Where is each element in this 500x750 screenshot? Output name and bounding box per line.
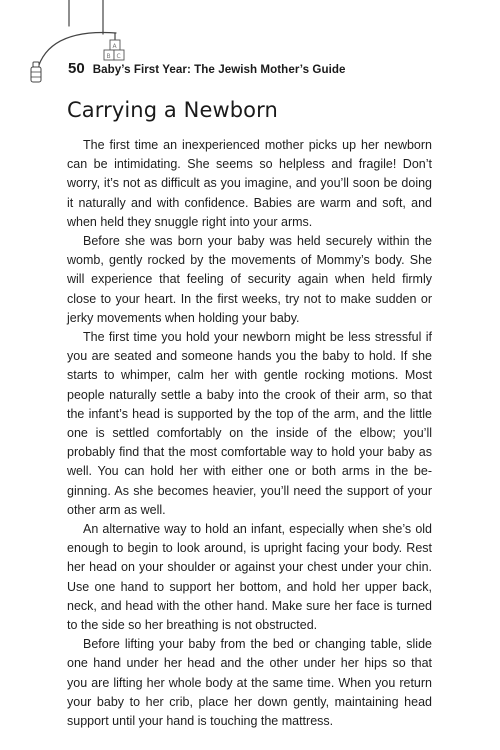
svg-text:B: B xyxy=(106,53,111,60)
running-head xyxy=(68,60,346,80)
paragraph: The first time you hold your newborn might be less stressful if you are seated and someone hands you the baby to hold. If she starts to whimper, calm her with gentle rocking motions. Most people naturally settle a baby into the crook of their arm, so that the infant’s head is supported by the top of the arm, and the little one is settled comfortably on the inside of the elbow; you’ll probably find that the most comfortable way to hold your baby as well. You can hold her with either one or both arms in the beginning. As she becomes heavier, you’ll need the support of your other arm as well. xyxy=(67,330,432,517)
paragraph: Before she was born your baby was held securely within the womb, gently rocked by the movements of Mommy’s body. She will experience that feeling of security again when held firmly close to your heart. In the first weeks, try not to make sudden or jerky movements when holding your baby. xyxy=(67,234,432,325)
section-heading: Carrying a Newborn xyxy=(67,98,278,122)
paragraph: An alternative way to hold an infant, especially when she’s old enough to begin to look around, is upright facing your body. Rest her head on your shoulder or against your chest under your chin. Use one hand to support her bottom, and hold her upper back, neck, and head with the other hand. Make sure her face is turned to the side so her breathing is not obstructed. xyxy=(67,522,432,633)
book-title: Baby’s First Year: The Jewish Mother’s Guide xyxy=(92,63,346,76)
page-number: 50 xyxy=(68,60,85,77)
baby-mobile-icon xyxy=(0,0,170,95)
paragraph: Before lifting your baby from the bed or changing table, slide one hand under her head and the other under her hips so that you are lifting her whole body at the same time. When you return your baby to her crib, place her down gently, maintaining head support until your hand is touching the mattress. xyxy=(67,637,432,729)
svg-text:A: A xyxy=(112,43,117,50)
body-text xyxy=(67,136,432,731)
paragraph: The first time an inexperienced mother picks up her newborn can be intimidating. She seems so helpless and fragile! Don’t worry, it’s not as difficult as you imagine, and you’ll soon be doing it naturally and with confidence. Babies are warm and soft, and when held they snuggle right into your arms. xyxy=(67,138,432,229)
svg-text:C: C xyxy=(116,53,121,60)
